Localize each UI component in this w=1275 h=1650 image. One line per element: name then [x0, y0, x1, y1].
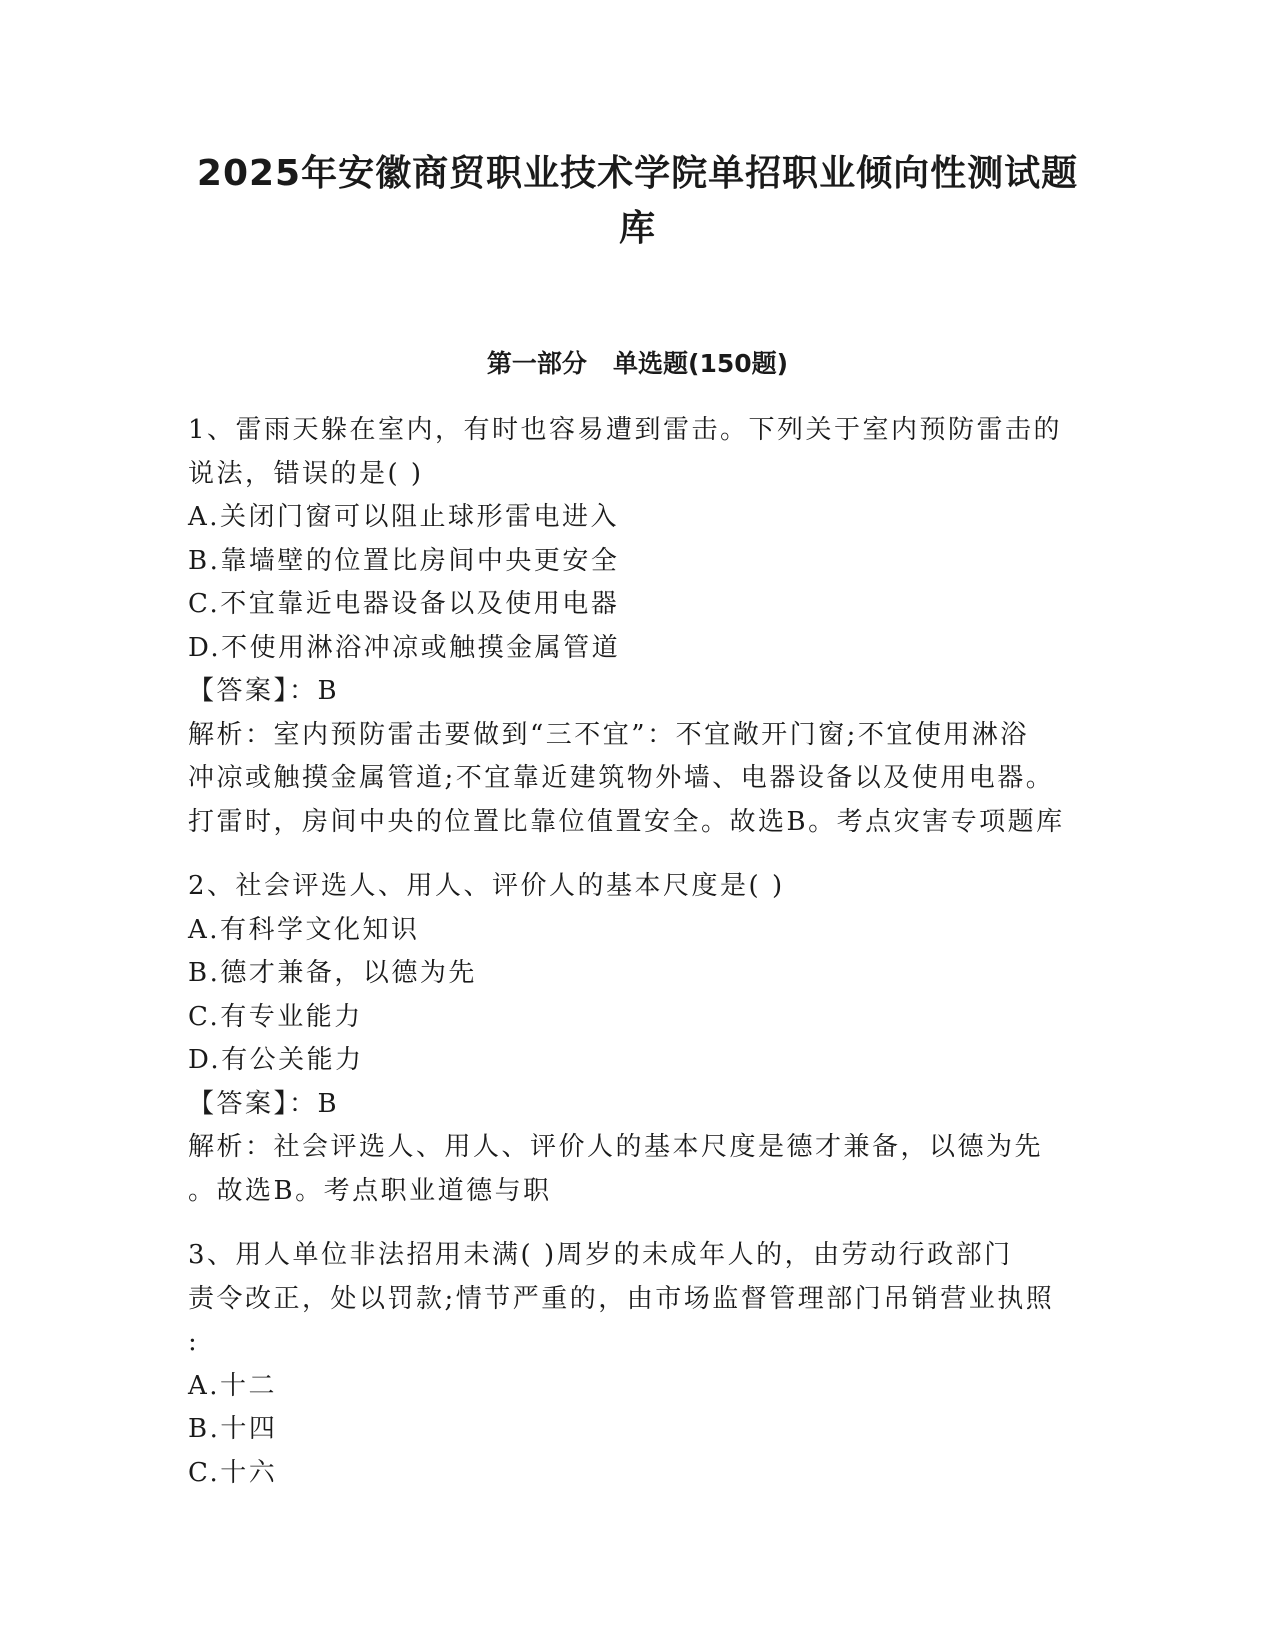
- option-a: A.有科学文化知识: [188, 914, 420, 945]
- answer: 【答案】：B: [188, 1088, 340, 1119]
- spacer: [188, 844, 1093, 865]
- title-line-1: 2025年安徽商贸职业技术学院单招职业倾向性测试题: [196, 153, 1079, 194]
- question-stem: 1、雷雨天躲在室内，有时也容易遭到雷击。下列关于室内预防雷击的: [188, 415, 1063, 445]
- section-heading: 第一部分 单选题(150题): [486, 349, 789, 378]
- option-d: D.有公关能力: [188, 1045, 364, 1075]
- document-title: [150, 146, 1125, 256]
- question-stem: 说法，错误的是( ): [188, 458, 424, 489]
- option-b: B.靠墙壁的位置比房间中央更安全: [188, 545, 620, 576]
- question-stem: 3、用人单位非法招用未满( )周岁的未成年人的，由劳动行政部门: [188, 1240, 1013, 1270]
- question-stem: :: [188, 1327, 200, 1357]
- analysis: 。故选B。考点职业道德与职: [188, 1175, 552, 1206]
- analysis: 解析：室内预防雷击要做到“三不宜”：不宜敞开门窗;不宜使用淋浴: [188, 719, 1029, 750]
- option-c: C.有专业能力: [188, 1001, 363, 1032]
- option-c: C.十六: [188, 1457, 278, 1488]
- question-list: [188, 409, 1093, 1495]
- analysis: 打雷时，房间中央的位置比靠位值置安全。故选B。考点灾害专项题库: [188, 806, 1065, 837]
- analysis: 解析：社会评选人、用人、评价人的基本尺度是德才兼备，以德为先: [188, 1132, 1044, 1162]
- option-c: C.不宜靠近电器设备以及使用电器: [188, 589, 620, 619]
- answer: 【答案】：B: [188, 676, 340, 706]
- question-2: [188, 865, 1093, 1213]
- question-stem: 2、社会评选人、用人、评价人的基本尺度是( ): [188, 871, 785, 901]
- option-b: B.德才兼备，以德为先: [188, 958, 477, 988]
- analysis: 冲凉或触摸金属管道;不宜靠近建筑物外墙、电器设备以及使用电器。: [188, 763, 1055, 793]
- question-1: [188, 409, 1093, 844]
- question-stem: 责令改正，处以罚款;情节严重的，由市场监督管理部门吊销营业执照: [188, 1283, 1055, 1314]
- title-line-2: 库: [618, 208, 656, 249]
- spacer: [188, 1213, 1093, 1234]
- option-b: B.十四: [188, 1414, 278, 1444]
- question-3: [188, 1234, 1093, 1495]
- option-d: D.不使用淋浴冲凉或触摸金属管道: [188, 632, 621, 663]
- option-a: A.关闭门窗可以阻止球形雷电进入: [188, 502, 620, 532]
- option-a: A.十二: [188, 1370, 278, 1401]
